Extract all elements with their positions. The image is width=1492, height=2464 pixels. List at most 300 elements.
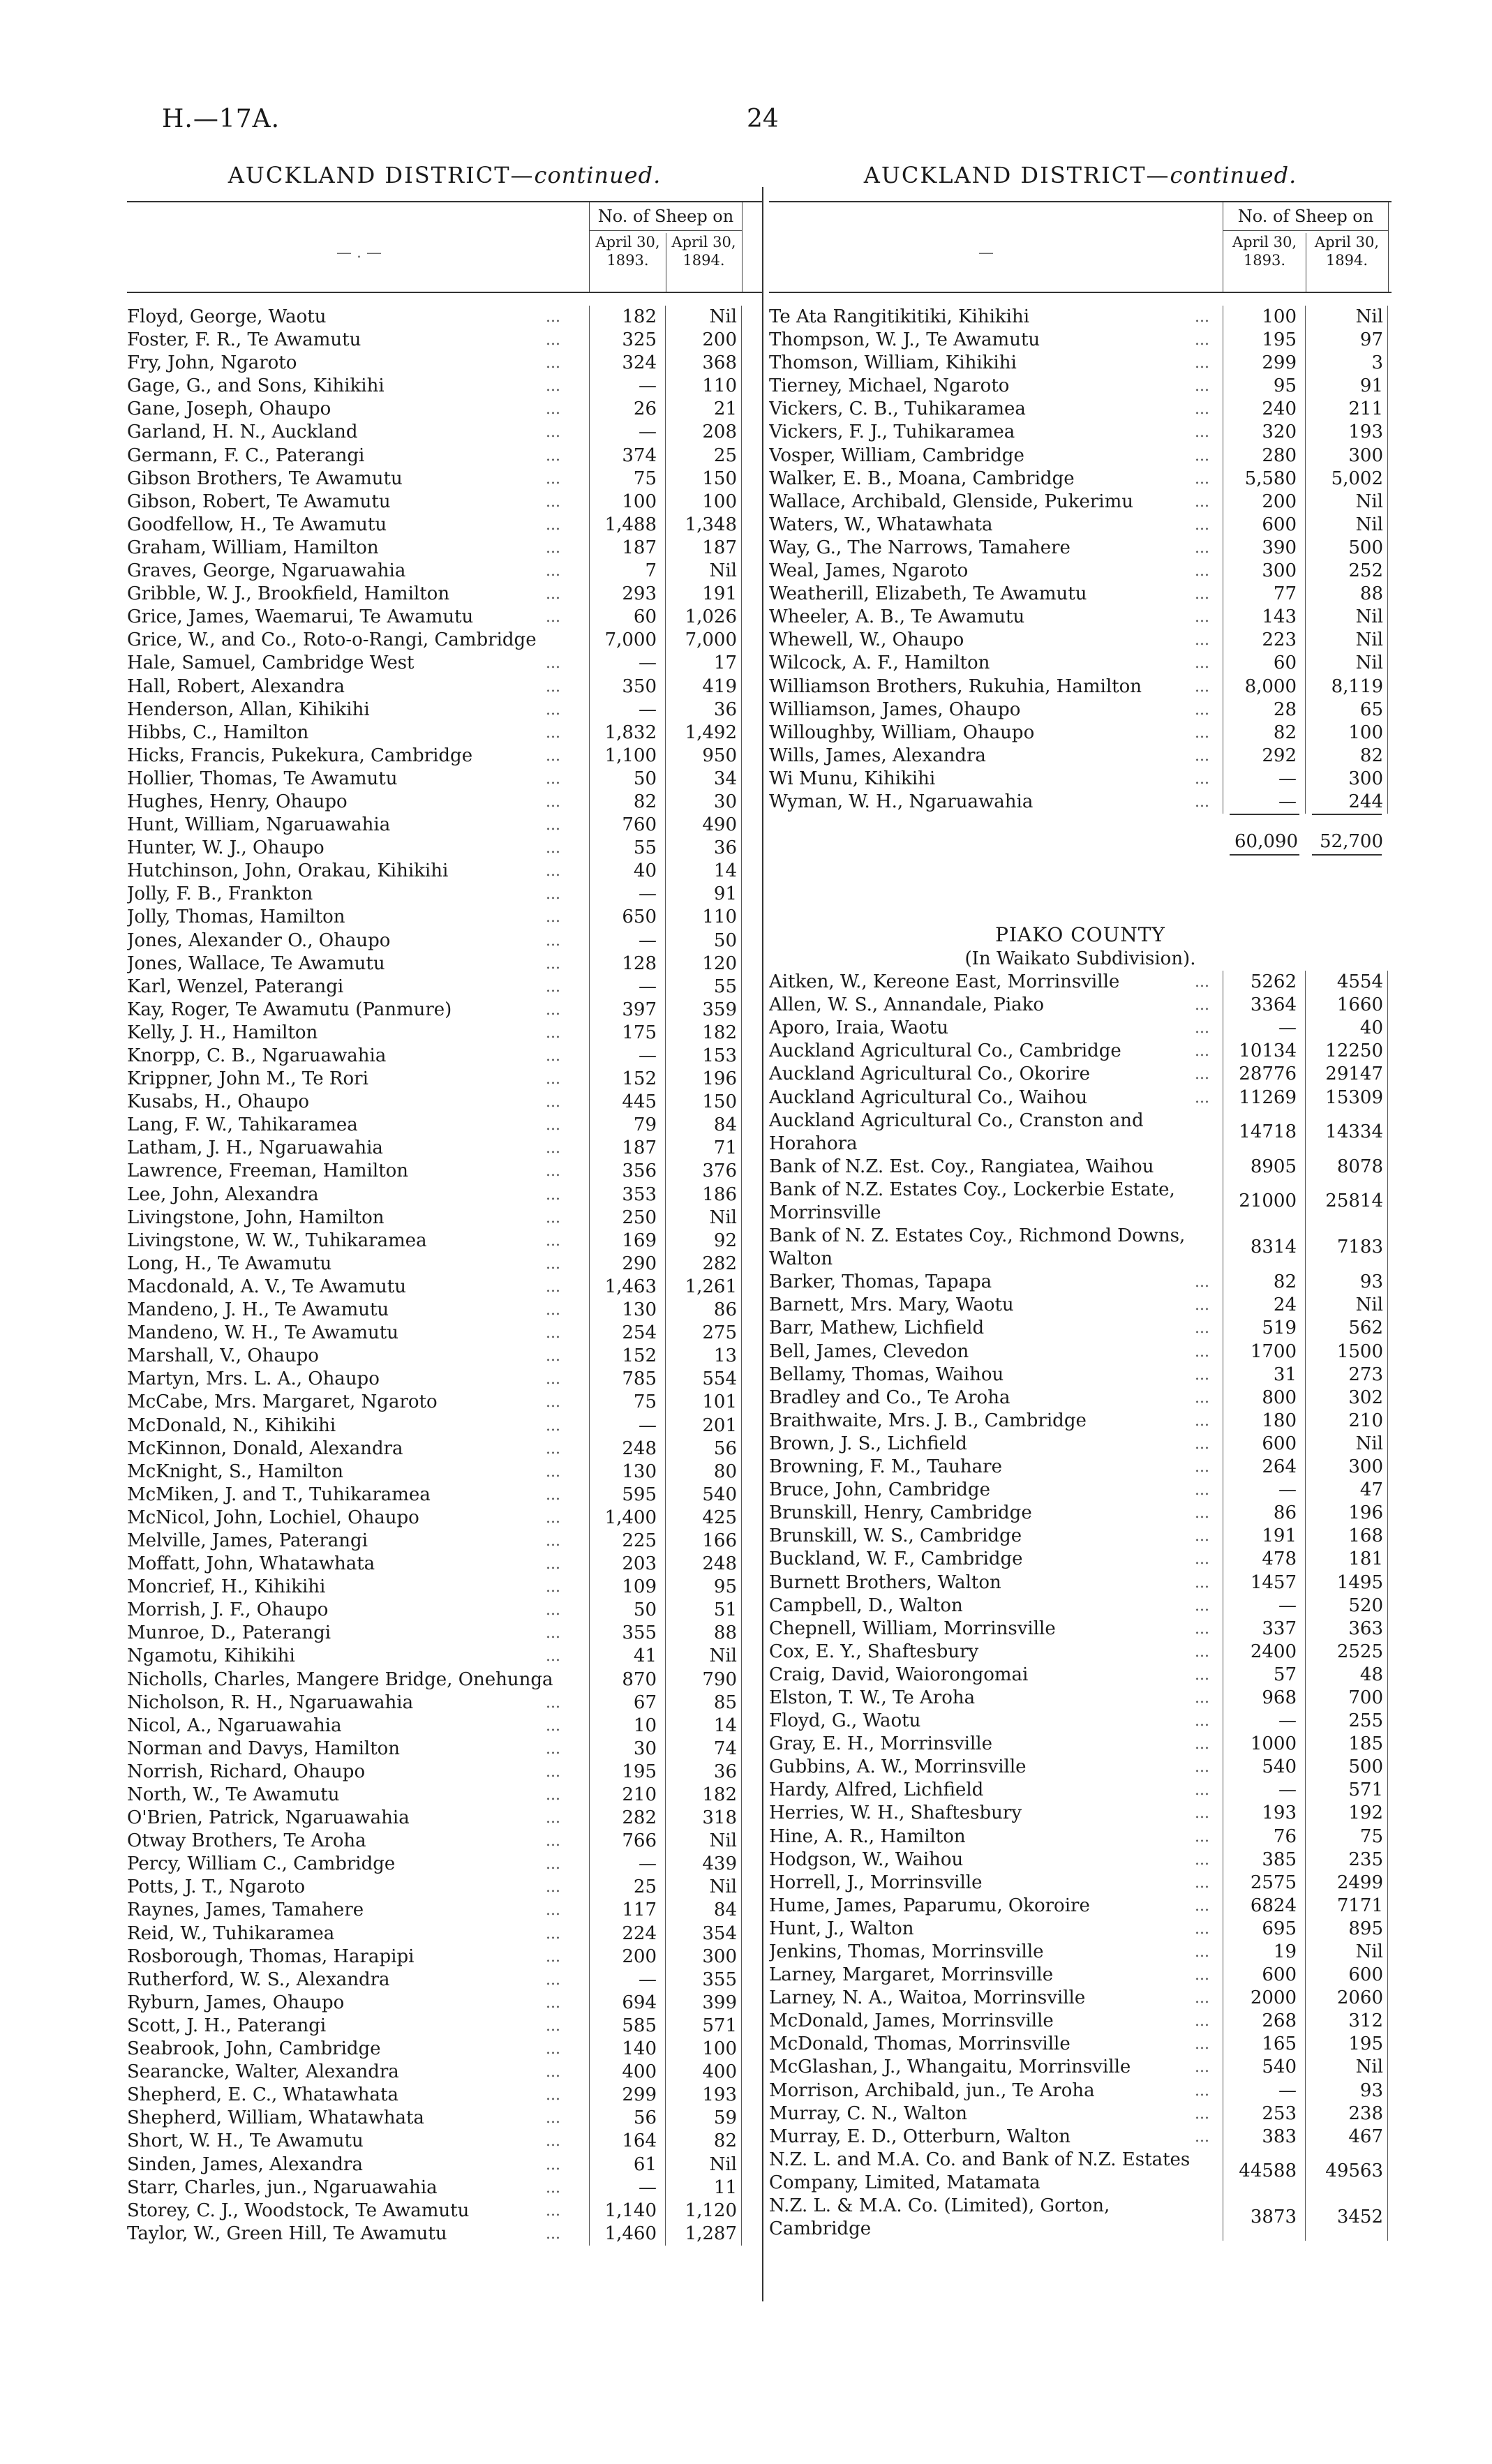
value-1893: 187	[622, 1137, 657, 1159]
table-row	[127, 1784, 762, 1807]
value-1893: 7,000	[604, 629, 657, 651]
leader-dots: ...	[546, 470, 560, 488]
column-rule	[1387, 1895, 1388, 1918]
table-row	[769, 1479, 1392, 1502]
leader-dots: ...	[1195, 470, 1209, 488]
column-rule	[1387, 629, 1388, 652]
value-1893: 109	[622, 1576, 657, 1598]
leader-dots: ...	[546, 1070, 560, 1089]
column-rule	[1387, 1641, 1388, 1664]
value-1894: 91	[713, 883, 737, 905]
right-col2-line2: 1894.	[1325, 252, 1368, 269]
leader-dots: ...	[1195, 973, 1209, 992]
leader-dots: ...	[546, 1047, 560, 1065]
table-row	[127, 2015, 762, 2038]
table-row	[127, 1946, 762, 1969]
value-1893: 130	[622, 1299, 657, 1321]
value-1894: 312	[1348, 2010, 1383, 2032]
value-1894: 275	[702, 1322, 737, 1344]
table-row	[769, 675, 1392, 699]
value-1893: 67	[633, 1692, 657, 1713]
leader-dots: ...	[546, 1509, 560, 1527]
left-col1-line1: April 30,	[595, 234, 660, 251]
leader-dots: ...	[1195, 562, 1209, 581]
value-1893: 353	[622, 1184, 657, 1205]
row-name: Wheeler, A. B., Te Awamutu	[769, 606, 1025, 628]
table-row	[127, 560, 762, 583]
value-1893: —	[639, 1045, 657, 1066]
value-1894: 208	[702, 421, 737, 443]
column-rule	[1387, 1294, 1388, 1317]
leader-dots: ...	[1195, 539, 1209, 557]
leader-dots: ...	[546, 1232, 560, 1250]
value-1894: 235	[1348, 1849, 1383, 1870]
column-rule	[741, 421, 742, 444]
column-rule	[1387, 1964, 1388, 1987]
value-1894: 359	[702, 999, 737, 1020]
value-1893: —	[1278, 1595, 1297, 1616]
row-name: Hunter, W. J., Ohaupo	[127, 837, 324, 859]
value-1894: 540	[702, 1484, 737, 1505]
column-rule	[1387, 1317, 1388, 1340]
table-row	[127, 929, 762, 953]
value-1894: 101	[702, 1391, 737, 1413]
value-1894: 14334	[1325, 1121, 1383, 1142]
leader-dots: ...	[1195, 401, 1209, 419]
leader-dots: ...	[546, 1324, 560, 1343]
value-1893: 650	[622, 906, 657, 928]
value-1894: 238	[1348, 2103, 1383, 2124]
leader-dots: ...	[1195, 2013, 1209, 2031]
value-1893: 19	[1273, 1941, 1297, 1962]
value-1893: 280	[1262, 445, 1297, 466]
leader-dots: ...	[546, 839, 560, 858]
value-1893: —	[1278, 768, 1297, 789]
row-name: Graham, William, Hamilton	[127, 537, 379, 558]
value-1894: 84	[713, 1899, 737, 1921]
column-rule	[1387, 652, 1388, 675]
row-name: Elston, T. W., Te Aroha	[769, 1687, 976, 1708]
value-1894: 400	[702, 2061, 737, 2083]
table-row	[127, 1830, 762, 1853]
leader-dots: ...	[546, 678, 560, 696]
row-name: Jones, Alexander O., Ohaupo	[127, 929, 391, 951]
row-name: Norman and Davys, Hamilton	[127, 1738, 401, 1759]
value-1893: 1,460	[604, 2223, 657, 2244]
row-name: Bell, James, Clevedon	[769, 1341, 969, 1362]
column-rule	[1387, 1687, 1388, 1710]
table-row	[769, 514, 1392, 537]
value-1894: 1,026	[685, 606, 737, 628]
value-1893: 130	[622, 1461, 657, 1482]
value-1893: 356	[622, 1160, 657, 1182]
leader-dots: ...	[1195, 1782, 1209, 1800]
column-rule	[1387, 1433, 1388, 1456]
leader-dots: ...	[546, 1648, 560, 1666]
value-1894: 84	[713, 1114, 737, 1136]
value-1894: 1,120	[685, 2200, 737, 2221]
right-district-title-cont: continued.	[1170, 162, 1297, 188]
table-row	[127, 1391, 762, 1414]
row-name: Floyd, George, Waotu	[127, 306, 327, 327]
row-name: Latham, J. H., Ngaruawahia	[127, 1137, 383, 1159]
value-1894: Nil	[709, 1876, 737, 1898]
row-name: Williamson, James, Ohaupo	[769, 699, 1021, 720]
value-1893: 5262	[1250, 971, 1297, 993]
column-rule	[741, 1715, 742, 1738]
table-row	[769, 1918, 1392, 1941]
column-rule	[741, 514, 742, 537]
value-1893: 519	[1262, 1317, 1297, 1339]
leader-dots: ...	[546, 1994, 560, 2012]
leader-dots: ...	[546, 2179, 560, 2197]
left-district-title-cont: continued.	[534, 162, 662, 188]
row-name: Craig, David, Waiorongomai	[769, 1664, 1029, 1685]
left-column	[127, 162, 762, 2246]
table-row	[127, 1253, 762, 1276]
leader-dots: ...	[546, 770, 560, 788]
value-1894: 1500	[1336, 1341, 1383, 1362]
leader-dots: ...	[546, 1856, 560, 1874]
value-1894: 211	[1348, 398, 1383, 420]
right-header-blank: —	[978, 244, 994, 262]
value-1893: 182	[622, 306, 657, 327]
value-1894: 600	[1348, 1964, 1383, 1986]
right-column	[769, 162, 1392, 2241]
value-1894: 93	[1359, 2080, 1383, 2101]
row-name: Brown, J. S., Lichfield	[769, 1433, 967, 1454]
left-header-group	[589, 202, 743, 292]
value-1893: 14718	[1239, 1121, 1297, 1142]
leader-dots: ...	[1195, 1759, 1209, 1777]
table-row	[127, 745, 762, 768]
leader-dots: ...	[1195, 354, 1209, 373]
column-rule	[741, 837, 742, 860]
column-rule	[1387, 1595, 1388, 1618]
table-row	[769, 2010, 1392, 2033]
column-rule	[1387, 1040, 1388, 1063]
value-1894: 120	[702, 953, 737, 974]
row-name: N.Z. L. and M.A. Co. and Bank of N.Z. Estates Company, Limited, Matamata	[769, 2149, 1191, 2193]
row-name: Livingstone, John, Hamilton	[127, 1207, 385, 1228]
leader-dots: ...	[546, 1301, 560, 1320]
column-rule	[741, 1276, 742, 1299]
leader-dots: ...	[546, 2017, 560, 2035]
value-1894: 25814	[1325, 1190, 1383, 1211]
value-1894: 2060	[1336, 1987, 1383, 2009]
leader-dots: ...	[546, 1209, 560, 1227]
row-name: Thompson, W. J., Te Awamutu	[769, 329, 1040, 351]
value-1894: 168	[1348, 1525, 1383, 1547]
left-header-blank: — . —	[336, 244, 382, 262]
value-1893: —	[1278, 2080, 1297, 2101]
value-1893: 11269	[1239, 1087, 1297, 1108]
row-name: Hine, A. R., Hamilton	[769, 1825, 966, 1847]
row-name: Gray, E. H., Morrinsville	[769, 1733, 992, 1755]
column-rule	[1387, 2126, 1388, 2149]
row-name: Ryburn, James, Ohaupo	[127, 1992, 345, 2013]
column-rule	[741, 1137, 742, 1160]
leader-dots: ...	[546, 1786, 560, 1804]
value-1893: —	[639, 375, 657, 397]
column-rule	[741, 814, 742, 837]
leader-dots: ...	[1195, 447, 1209, 465]
column-rule	[741, 1345, 742, 1368]
value-1894: 244	[1348, 791, 1383, 812]
value-1894: 47	[1359, 1479, 1383, 1501]
left-table-body	[127, 306, 762, 2246]
value-1893: 6824	[1250, 1895, 1297, 1916]
leader-dots: ...	[1195, 1805, 1209, 1823]
row-name: Gubbins, A. W., Morrinsville	[769, 1756, 1027, 1778]
leader-dots: ...	[546, 1694, 560, 1712]
leader-dots: ...	[546, 1255, 560, 1273]
table-row	[127, 2200, 762, 2223]
value-1894: 193	[702, 2084, 737, 2106]
leader-dots: ...	[1195, 1528, 1209, 1546]
value-1893: 60	[1273, 652, 1297, 674]
table-row	[127, 1414, 762, 1438]
table-row	[769, 1595, 1392, 1618]
row-name: Brunskill, W. S., Cambridge	[769, 1525, 1022, 1547]
value-1893: 28	[1273, 699, 1297, 720]
column-rule	[741, 1969, 742, 1992]
value-1894: 248	[702, 1553, 737, 1575]
value-1893: 400	[622, 2061, 657, 2083]
value-1893: 2400	[1250, 1641, 1297, 1662]
value-1894: 82	[713, 2130, 737, 2152]
row-name: Floyd, G., Waotu	[769, 1710, 921, 1732]
leader-dots: ...	[546, 1463, 560, 1481]
column-rule	[1387, 675, 1388, 699]
value-1893: 8,000	[1244, 675, 1297, 697]
row-name: North, W., Te Awamutu	[127, 1784, 340, 1805]
value-1893: 870	[622, 1668, 657, 1690]
left-table-header	[127, 202, 762, 293]
row-name: Gage, G., and Sons, Kihikihi	[127, 375, 385, 397]
column-rule	[741, 1484, 742, 1507]
leader-dots: ...	[546, 1024, 560, 1042]
leader-dots: ...	[546, 1532, 560, 1550]
row-name: Hale, Samuel, Cambridge West	[127, 652, 415, 674]
row-name: Aporo, Iraia, Waotu	[769, 1017, 949, 1039]
row-name: Murray, C. N., Walton	[769, 2103, 967, 2124]
leader-dots: ...	[546, 516, 560, 534]
value-1894: 166	[702, 1530, 737, 1551]
table-row	[127, 1853, 762, 1876]
value-1894: 55	[713, 976, 737, 997]
table-row	[769, 1040, 1392, 1063]
row-name: Weal, James, Ngaroto	[769, 560, 969, 582]
column-rule	[741, 1391, 742, 1414]
value-1894: 150	[702, 468, 737, 489]
column-rule	[741, 1553, 742, 1576]
value-1894: 50	[713, 929, 737, 951]
leader-dots: ...	[546, 1140, 560, 1158]
leader-dots: ...	[1195, 493, 1209, 511]
row-name: Bank of N.Z. Est. Coy., Rangiatea, Waihou	[769, 1156, 1154, 1177]
table-row	[127, 1668, 762, 1692]
table-row	[127, 1022, 762, 1045]
table-row	[769, 606, 1392, 629]
total-rule-3	[1230, 854, 1299, 856]
value-1894: Nil	[709, 1830, 737, 1852]
leader-dots: ...	[546, 2133, 560, 2151]
row-name: Seabrook, John, Cambridge	[127, 2038, 381, 2060]
total-rule-1	[1230, 814, 1299, 815]
table-row	[127, 1807, 762, 1830]
value-1893: 7	[645, 560, 657, 582]
leader-dots: ...	[546, 1440, 560, 1458]
left-col1-line2: 1893.	[606, 252, 649, 269]
column-rule	[741, 722, 742, 745]
right-col1-header	[1223, 233, 1306, 292]
leader-dots: ...	[546, 539, 560, 557]
column-rule	[1387, 1387, 1388, 1410]
column-rule	[1387, 1618, 1388, 1641]
value-1893: 10	[633, 1715, 657, 1736]
value-1893: 600	[1262, 1964, 1297, 1986]
value-1894: 92	[713, 1230, 737, 1251]
value-1894: 562	[1348, 1317, 1383, 1339]
row-name: McGlashan, J., Whangaitu, Morrinsville	[769, 2056, 1131, 2078]
row-name: Barker, Thomas, Tapapa	[769, 1271, 992, 1293]
column-rule	[1387, 1017, 1388, 1040]
leader-dots: ...	[1195, 1851, 1209, 1869]
row-name: Krippner, John M., Te Rori	[127, 1068, 368, 1090]
leader-dots: ...	[546, 1417, 560, 1435]
table-row	[127, 1114, 762, 1137]
column-rule	[1387, 1756, 1388, 1779]
column-rule	[741, 1530, 742, 1553]
value-1893: 195	[1262, 329, 1297, 351]
value-1894: 318	[702, 1807, 737, 1829]
leader-dots: ...	[1195, 701, 1209, 719]
value-1894: 363	[1348, 1618, 1383, 1639]
table-row	[769, 629, 1392, 652]
leader-dots: ...	[1195, 2105, 1209, 2123]
value-1893: 540	[1262, 2056, 1297, 2078]
leader-dots: ...	[1195, 1089, 1209, 1107]
value-1894: 36	[713, 699, 737, 720]
column-rule	[741, 1091, 742, 1114]
row-name: Nicholls, Charles, Mangere Bridge, Onehunga	[127, 1668, 553, 1690]
value-1894: 95	[713, 1576, 737, 1598]
table-row	[127, 514, 762, 537]
column-rule	[741, 2200, 742, 2223]
table-row	[769, 1456, 1392, 1479]
column-rule	[741, 1576, 742, 1599]
total-rule-4	[1312, 854, 1382, 856]
row-name: Shepherd, E. C., Whatawhata	[127, 2084, 398, 2106]
table-row	[769, 1271, 1392, 1294]
row-name: Auckland Agricultural Co., Cambridge	[769, 1040, 1121, 1062]
column-rule	[741, 1022, 742, 1045]
value-1894: 368	[702, 352, 737, 374]
table-row	[127, 953, 762, 976]
value-1893: 86	[1273, 1502, 1297, 1524]
value-1894: 59	[713, 2107, 737, 2129]
value-1894: 439	[702, 1853, 737, 1875]
column-rule	[1387, 1087, 1388, 1110]
table-row	[127, 652, 762, 675]
row-name: McKinnon, Donald, Alexandra	[127, 1438, 403, 1459]
table-row	[769, 768, 1392, 791]
row-name: Jenkins, Thomas, Morrinsville	[769, 1941, 1044, 1962]
value-1893: 40	[633, 860, 657, 882]
leader-dots: ...	[1195, 308, 1209, 326]
table-row	[769, 1063, 1392, 1086]
table-row	[769, 537, 1392, 560]
row-name: Ngamotu, Kihikihi	[127, 1645, 295, 1667]
table-row	[769, 1756, 1392, 1779]
row-name: Norrish, Richard, Ohaupo	[127, 1761, 366, 1782]
row-name: Jones, Wallace, Te Awamutu	[127, 953, 385, 974]
row-name: Bellamy, Thomas, Waihou	[769, 1364, 1004, 1385]
column-rule	[1387, 1156, 1388, 1179]
value-1894: 193	[1348, 421, 1383, 443]
value-1893: 57	[1273, 1664, 1297, 1685]
value-1893: 8314	[1250, 1237, 1297, 1258]
table-row	[769, 2103, 1392, 2126]
value-1893: 50	[633, 1599, 657, 1621]
value-1894: 1,348	[685, 514, 737, 535]
value-1894: 187	[702, 537, 737, 558]
column-rule	[1387, 560, 1388, 583]
column-rule	[1387, 1571, 1388, 1595]
row-name: Wyman, W. H., Ngaruawahia	[769, 791, 1034, 812]
table-row	[769, 1664, 1392, 1687]
table-row	[127, 1160, 762, 1183]
table-row	[769, 1525, 1392, 1548]
column-rule	[1387, 1456, 1388, 1479]
column-rule	[741, 1830, 742, 1853]
row-name: Waters, W., Whatawhata	[769, 514, 993, 535]
value-1893: 79	[633, 1114, 657, 1136]
column-rule	[1387, 722, 1388, 745]
value-1893: 3873	[1250, 2207, 1297, 2228]
column-rule	[1387, 1548, 1388, 1571]
column-rule	[741, 1692, 742, 1715]
table-row	[769, 560, 1392, 583]
leader-dots: ...	[546, 1578, 560, 1597]
leader-dots: ...	[546, 308, 560, 326]
value-1894: Nil	[709, 1207, 737, 1228]
piako-table-body	[769, 971, 1392, 2241]
value-1894: 196	[1348, 1502, 1383, 1524]
table-row	[127, 421, 762, 444]
value-1893: 77	[1273, 583, 1297, 605]
value-1893: 10134	[1239, 1040, 1297, 1062]
table-row	[769, 352, 1392, 375]
left-group-title: No. of Sheep on	[590, 202, 742, 231]
table-row	[127, 699, 762, 722]
leader-dots: ...	[1195, 2128, 1209, 2146]
value-1893: 95	[1273, 375, 1297, 397]
table-row	[127, 814, 762, 837]
value-1893: 41	[633, 1645, 657, 1667]
row-name: Hume, James, Paparumu, Okoroire	[769, 1895, 1090, 1916]
leader-dots: ...	[1195, 331, 1209, 350]
column-rule	[741, 352, 742, 375]
value-1894: 554	[702, 1368, 737, 1390]
value-1894: 100	[1348, 722, 1383, 743]
column-rule	[1387, 537, 1388, 560]
row-name: Short, W. H., Te Awamutu	[127, 2130, 364, 2152]
value-1894: 399	[702, 1992, 737, 2013]
column-rule	[741, 883, 742, 906]
leader-dots: ...	[546, 2202, 560, 2220]
